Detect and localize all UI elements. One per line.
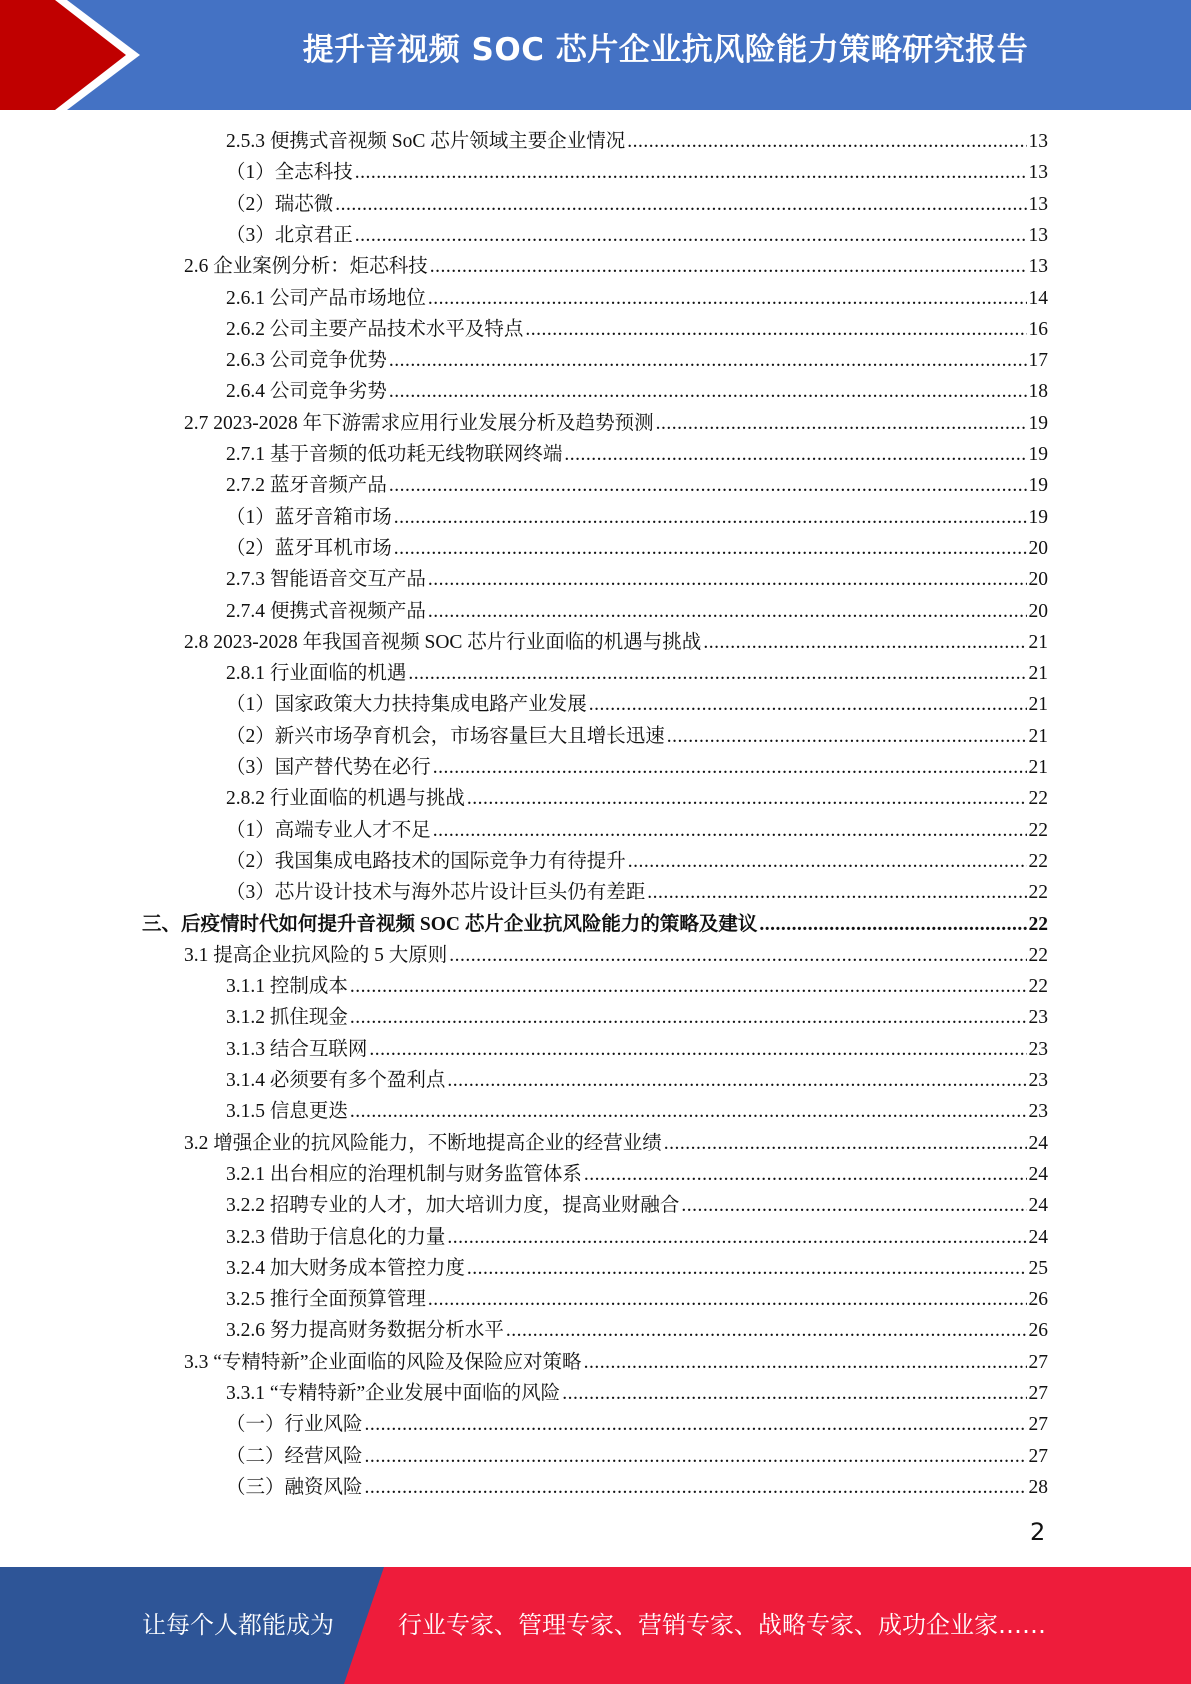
toc-entry-title: （1）高端专业人才不足 (226, 819, 431, 841)
toc-entry (184, 940, 1048, 971)
toc-entry-title: （2）新兴市场孕育机会，市场容量巨大且增长迅速 (226, 725, 665, 747)
toc-entry-title: （2）瑞芯微 (226, 193, 334, 215)
toc-leader-dots (365, 1409, 1027, 1440)
toc-entry-page: 21 (1028, 631, 1048, 653)
toc-entry (226, 126, 1048, 157)
toc-entry-title: （一）行业风险 (226, 1414, 363, 1436)
toc-entry (226, 783, 1048, 814)
toc-entry-title: 3.2.3 借助于信息化的力量 (226, 1226, 446, 1248)
toc-leader-dots (394, 533, 1027, 564)
toc-leader-dots (365, 1472, 1027, 1503)
toc-entry-page: 19 (1028, 475, 1048, 497)
toc-entry-page: 21 (1028, 757, 1048, 778)
toc-leader-dots (525, 314, 1026, 345)
toc-entry-page: 26 (1028, 1289, 1048, 1311)
toc-leader-dots (350, 971, 1027, 1002)
toc-entry-title: 3.2 增强企业的抗风险能力，不断地提高企业的经营业绩 (184, 1132, 662, 1154)
toc-entry (226, 157, 1048, 188)
toc-entry (226, 1190, 1048, 1221)
toc-entry-page: 27 (1028, 1351, 1048, 1373)
toc-entry-page: 19 (1028, 444, 1048, 465)
toc-entry-title: （2）蓝牙耳机市场 (226, 537, 392, 559)
toc-leader-dots (584, 1159, 1027, 1190)
toc-leader-dots (428, 564, 1027, 595)
toc-entry (226, 596, 1048, 627)
toc-entry-title: （1）国家政策大力扶持集成电路产业发展 (226, 694, 587, 716)
toc-leader-dots (369, 1034, 1026, 1065)
toc-leader-dots (428, 1284, 1027, 1315)
toc-entry (184, 408, 1048, 439)
header-chevron-icon (0, 0, 160, 110)
toc-entry-title: 2.7.1 基于音频的低功耗无线物联网终端 (226, 444, 563, 465)
toc-leader-dots (447, 1222, 1026, 1253)
toc-entry (226, 1378, 1048, 1409)
toc-entry (226, 1159, 1048, 1190)
toc-entry-page: 19 (1028, 412, 1048, 434)
toc-entry-page: 20 (1028, 600, 1048, 622)
toc-entry-title: 2.7.2 蓝牙音频产品 (226, 475, 387, 497)
toc-leader-dots (627, 126, 1026, 157)
toc-entry (184, 1347, 1048, 1378)
toc-entry-page: 22 (1028, 882, 1048, 904)
toc-leader-dots (428, 283, 1027, 314)
toc-entry-page: 24 (1028, 1195, 1048, 1217)
toc-entry (226, 564, 1048, 595)
toc-entry (226, 1284, 1048, 1315)
toc-entry (226, 1096, 1048, 1127)
toc-leader-dots (628, 846, 1027, 877)
toc-entry (226, 846, 1048, 877)
toc-leader-dots (408, 658, 1026, 689)
toc-entry-page: 13 (1028, 256, 1048, 278)
toc-entry-title: 3.1.5 信息更迭 (226, 1101, 348, 1123)
toc-entry-page: 28 (1028, 1476, 1048, 1498)
toc-entry-title: （3）北京君正 (226, 224, 353, 246)
toc-entry-page: 21 (1028, 694, 1048, 716)
toc-leader-dots (656, 408, 1027, 439)
toc-entry (226, 502, 1048, 533)
toc-entry-title: 2.8.2 行业面临的机遇与挑战 (226, 788, 465, 810)
toc-entry-title: 2.8.1 行业面临的机遇 (226, 663, 407, 685)
page-footer (0, 1567, 1191, 1684)
toc-leader-dots (589, 689, 1027, 720)
toc-leader-dots (355, 157, 1027, 188)
toc-leader-dots (664, 1128, 1027, 1159)
toc-entry-page: 23 (1028, 1070, 1048, 1091)
toc-entry (226, 1002, 1048, 1033)
toc-entry-page: 17 (1028, 350, 1048, 372)
toc-entry-title: 3.3 “专精特新”企业面临的风险及保险应对策略 (184, 1351, 582, 1373)
toc-entry-page: 21 (1028, 663, 1048, 685)
toc-leader-dots (449, 940, 1026, 971)
toc-leader-dots (433, 752, 1027, 783)
toc-entry-title: 3.1.1 控制成本 (226, 976, 348, 998)
toc-entry-page: 21 (1028, 725, 1048, 747)
toc-entry-title: 3.2.2 招聘专业的人才，加大培训力度，提高业财融合 (226, 1195, 680, 1217)
toc-entry (226, 815, 1048, 846)
toc-entry-title: 2.7.4 便携式音视频产品 (226, 600, 426, 622)
toc-leader-dots (584, 1347, 1027, 1378)
toc-entry-page: 24 (1028, 1226, 1048, 1248)
toc-leader-dots (365, 1441, 1027, 1472)
toc-entry-title: 3.2.1 出台相应的治理机制与财务监管体系 (226, 1163, 582, 1185)
toc-entry-page: 22 (1028, 913, 1048, 935)
toc-entry (226, 1222, 1048, 1253)
toc-leader-dots (350, 1096, 1027, 1127)
toc-leader-dots (759, 909, 1026, 940)
toc-leader-dots (428, 596, 1027, 627)
toc-entry (226, 470, 1048, 501)
toc-entry-title: 2.5.3 便携式音视频 SoC 芯片领域主要企业情况 (226, 131, 626, 152)
toc-entry (226, 1034, 1048, 1065)
toc-entry-title: 2.7.3 智能语音交互产品 (226, 569, 426, 591)
toc-entry (226, 189, 1048, 220)
toc-entry-title: （三）融资风险 (226, 1476, 363, 1498)
toc-leader-dots (447, 1065, 1026, 1096)
toc-entry-page: 19 (1028, 506, 1048, 528)
footer-slogan-right: 行业专家、管理专家、营销专家、战略专家、成功企业家…… (398, 1611, 1046, 1639)
toc-entry-page: 22 (1028, 976, 1048, 998)
report-title: 提升音视频 SOC 芯片企业抗风险能力策略研究报告 (302, 32, 1029, 68)
toc-entry-title: 2.6.2 公司主要产品技术水平及特点 (226, 318, 524, 340)
toc-entry (184, 627, 1048, 658)
toc-entry-page: 27 (1028, 1414, 1048, 1436)
toc-entry (226, 283, 1048, 314)
toc-leader-dots (430, 251, 1027, 282)
toc-entry-title: 2.6.3 公司竞争优势 (226, 350, 387, 372)
toc-entry (226, 1065, 1048, 1096)
toc-leader-dots (564, 439, 1026, 470)
toc-entry (226, 1253, 1048, 1284)
toc-entry (226, 1441, 1048, 1472)
toc-entry-title: （3）国产替代势在必行 (226, 757, 431, 778)
toc-leader-dots (355, 220, 1027, 251)
toc-leader-dots (647, 877, 1026, 908)
toc-entry-title: 3.1.4 必须要有多个盈利点 (226, 1070, 446, 1091)
toc-leader-dots (335, 189, 1026, 220)
toc-entry-page: 24 (1028, 1132, 1048, 1154)
toc-entry-page: 22 (1028, 788, 1048, 810)
toc-entry-title: 3.2.4 加大财务成本管控力度 (226, 1257, 465, 1279)
toc-leader-dots (467, 1253, 1027, 1284)
toc-entry-page: 25 (1028, 1257, 1048, 1279)
toc-entry-page: 22 (1028, 819, 1048, 841)
toc-entry-page: 26 (1028, 1320, 1048, 1342)
toc-entry-title: （1）全志科技 (226, 162, 353, 184)
toc-entry-page: 22 (1028, 944, 1048, 966)
toc-entry-page: 13 (1028, 193, 1048, 215)
toc-entry (226, 658, 1048, 689)
toc-entry-page: 22 (1028, 850, 1048, 872)
toc-entry (226, 721, 1048, 752)
toc-entry (226, 971, 1048, 1002)
toc-entry-page: 24 (1028, 1163, 1048, 1185)
toc-entry-title: 2.6 企业案例分析：炬芯科技 (184, 256, 428, 278)
toc-entry-title: 3.3.1 “专精特新”企业发展中面临的风险 (226, 1383, 561, 1404)
toc-leader-dots (667, 721, 1027, 752)
toc-entry (226, 752, 1048, 783)
toc-entry (226, 877, 1048, 908)
toc-entry-title: 三、后疫情时代如何提升音视频 SOC 芯片企业抗风险能力的策略及建议 (142, 913, 758, 935)
toc-leader-dots (506, 1315, 1027, 1346)
toc-entry (226, 439, 1048, 470)
toc-leader-dots (467, 783, 1027, 814)
toc-entry-title: 3.1.3 结合互联网 (226, 1038, 368, 1060)
toc-entry-page: 14 (1028, 287, 1048, 309)
page-header (0, 0, 1191, 110)
page-number: 2 (1030, 1518, 1046, 1546)
toc-entry-title: 3.1.2 抓住现金 (226, 1007, 348, 1029)
toc-leader-dots (681, 1190, 1026, 1221)
toc-leader-dots (703, 627, 1026, 658)
toc-entry-title: 2.8 2023-2028 年我国音视频 SOC 芯片行业面临的机遇与挑战 (184, 631, 702, 653)
toc-entry-title: 3.1 提高企业抗风险的 5 大原则 (184, 944, 448, 966)
toc-entry-title: 3.2.6 努力提高财务数据分析水平 (226, 1320, 504, 1342)
toc-entry-title: （2）我国集成电路技术的国际竞争力有待提升 (226, 850, 626, 872)
toc-entry-title: 3.2.5 推行全面预算管理 (226, 1289, 426, 1311)
toc-leader-dots (389, 470, 1027, 501)
toc-entry (226, 376, 1048, 407)
toc-entry (226, 314, 1048, 345)
toc-entry-page: 13 (1028, 131, 1048, 152)
toc-entry (226, 1472, 1048, 1503)
toc-entry-page: 27 (1028, 1445, 1048, 1467)
toc-entry-title: 2.7 2023-2028 年下游需求应用行业发展分析及趋势预测 (184, 412, 654, 434)
toc-entry-page: 27 (1028, 1383, 1048, 1404)
toc-entry (226, 1315, 1048, 1346)
toc-entry-title: （二）经营风险 (226, 1445, 363, 1467)
toc-leader-dots (433, 815, 1027, 846)
toc-entry (184, 1128, 1048, 1159)
toc-entry-page: 13 (1028, 224, 1048, 246)
toc-entry (184, 251, 1048, 282)
toc-entry-title: （3）芯片设计技术与海外芯片设计巨头仍有差距 (226, 882, 646, 904)
toc-entry-page: 20 (1028, 537, 1048, 559)
toc-leader-dots (562, 1378, 1026, 1409)
toc-entry-title: 2.6.1 公司产品市场地位 (226, 287, 426, 309)
toc-entry-title: （1）蓝牙音箱市场 (226, 506, 392, 528)
toc-entry (226, 345, 1048, 376)
toc-entry-page: 16 (1028, 318, 1048, 340)
toc-entry (226, 220, 1048, 251)
toc-entry-page: 13 (1028, 162, 1048, 184)
toc-entry (226, 689, 1048, 720)
toc-leader-dots (389, 376, 1027, 407)
toc-entry (226, 1409, 1048, 1440)
toc-entry-page: 23 (1028, 1038, 1048, 1060)
toc-entry-page: 18 (1028, 381, 1048, 403)
toc-leader-dots (389, 345, 1027, 376)
toc-entry (226, 533, 1048, 564)
toc-entry-page: 23 (1028, 1007, 1048, 1029)
toc-entry-page: 23 (1028, 1101, 1048, 1123)
toc-entry-page: 20 (1028, 569, 1048, 591)
toc-entry (142, 909, 1048, 940)
toc-leader-dots (350, 1002, 1027, 1033)
footer-slogan-left: 让每个人都能成为 (142, 1611, 334, 1639)
toc-leader-dots (394, 502, 1027, 533)
toc-entry-title: 2.6.4 公司竞争劣势 (226, 381, 387, 403)
